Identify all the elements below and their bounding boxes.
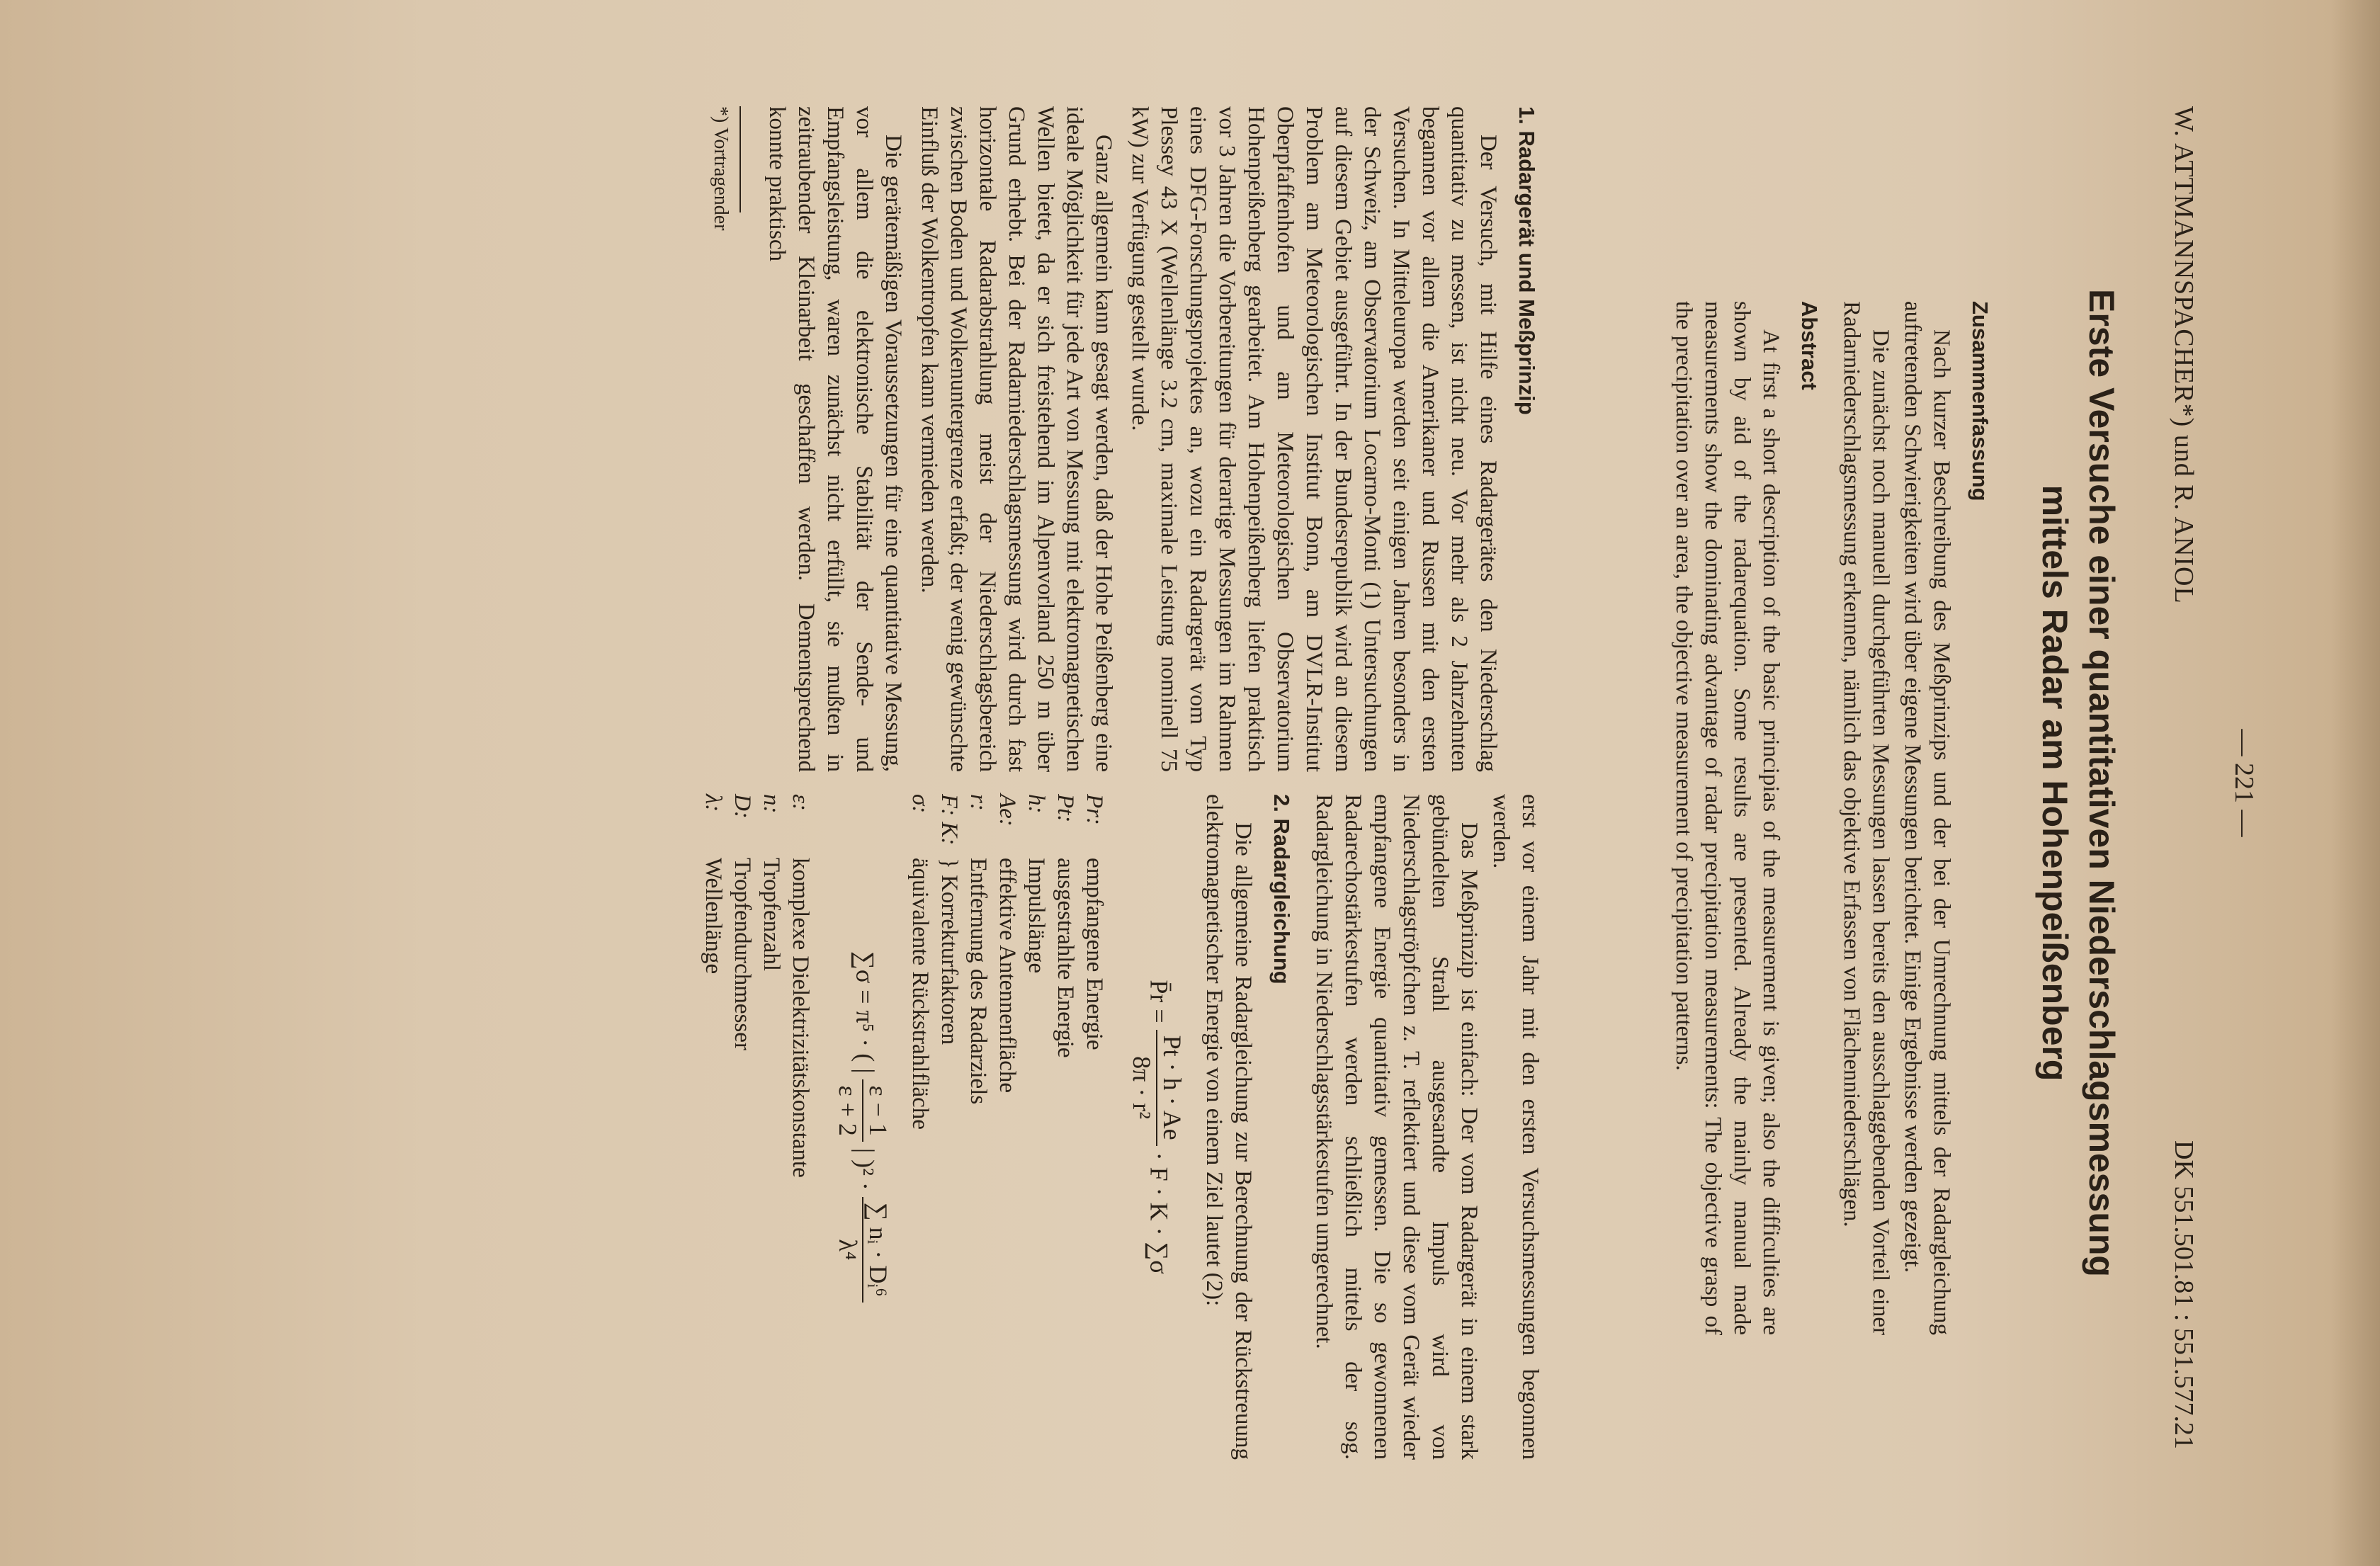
page-number: — 221 —	[2229, 729, 2259, 837]
sigma-equation-numerator: ε − 1	[862, 1079, 892, 1141]
section-1-paragraph-2: Ganz allgemein kann gesagt werden, daß der Hohe Peißenberg eine ideale Möglichkeit für jede Art von Messung mit elektromagnetischen Wellen bietet, da er sich freistehend im Alpenvorland 250 m über Grund erhebt. Bei der Radarniederschlagsmessung wird durch fast horizontale Radarabstrahlung meist der Niederschlagsbereich zwischen Boden und Wolkenuntergrenze erfaßt; der wenig gewünschte Einfluß der Wolkentropfen kann vermieden werden.	[917, 106, 1116, 772]
radar-equation-rest: · F · K · ∑σ	[1145, 1152, 1174, 1274]
paper-title	[2032, 106, 2125, 1460]
zusammenfassung-paragraph-2: Die zunächst noch manuell durchgeführten Messungen lassen bereits den ausschlaggebenden Vorteil einer Radarniederschlagsmessung erkennen, nämlich das objektive Erfassen von Flächenniederschlägen.	[1839, 301, 1893, 1335]
left-column	[706, 106, 1544, 772]
radar-equation-denominator: 8π · r²	[1128, 1056, 1156, 1120]
symbol-list	[905, 794, 1109, 1460]
symbol-row: n: Tropfenzahl	[759, 794, 784, 972]
radar-equation	[1127, 794, 1186, 1460]
symbol-row: D: Tropfendurchmesser	[730, 794, 755, 1050]
abstract-heading: Abstract	[1797, 301, 1822, 390]
sigma-equation-denominator: ε + 2	[834, 1085, 862, 1136]
zusammenfassung-heading: Zusammenfassung	[1968, 301, 1993, 501]
author-line: W. ATTMANNSPACHER*) und R. ANIOL	[2169, 106, 2199, 604]
sigma-equation	[833, 794, 892, 1460]
section-1-paragraph-1: Der Versuch, mit Hilfe eines Radargerätes den Niederschlag quantitativ zu messen, ist nicht neu. Vor mehr als 2 Jahrzehnten begannen vor allem die Amerikaner und Russen mit den ersten Versuchen. In Mitteleuropa werden seit einigen Jahren besonders in der Schweiz, am Observatorium Locarno-Monti (1) Untersuchungen auf diesem Gebiet ausgeführt. In der Bundesrepublik wird an diesem Problem am Meteorologischen Institut Bonn, am DVLR-Institut Oberpfaffenhofen und am Meteorologischen Observatorium Hohenpeißenberg gearbeitet. Am Hohenpeißenberg liefen praktisch vor 3 Jahren die Vorbereitungen für derartige Messungen im Rahmen eines DFG-Forschungsprojektes an, wozu ein Radargerät vom Typ Plessey 43 X (Wellenlänge 3.2 cm, maximale Leistung nominell 75 kW) zur Verfügung gestellt wurde.	[1127, 106, 1501, 772]
radar-equation-fraction	[1127, 1030, 1186, 1146]
symbol-row: h: Impulslänge	[1024, 794, 1049, 974]
title-line-2: mittels Radar am Hohenpeißenberg	[2035, 484, 2075, 1082]
symbol-row: Pr: empfangene Energie	[1082, 794, 1107, 1050]
section-2-heading: 2. Radargleichung	[1269, 794, 1294, 985]
section-1-heading: 1. Radargerät und Meßprinzip	[1514, 106, 1539, 415]
symbol-list-2	[698, 794, 815, 1460]
radar-equation-numerator: Pt · h · Ae	[1156, 1030, 1186, 1146]
symbol-row: Pt: ausgestrahlte Energie	[1053, 794, 1078, 1058]
symbol-row: Ae: effektive Antennenfläche	[994, 794, 1020, 1093]
symbol-row: σ: äquivalente Rückstrahlfläche	[907, 794, 933, 1130]
symbol-row: F: K: } Korrekturfaktoren	[936, 794, 962, 1045]
section-2-paragraph-1: Die allgemeine Radargleichung zur Berechnung der Rückstreuung elektromagnetischer Energie von einem Ziel lautet (2):	[1201, 794, 1256, 1460]
footnote-rule	[740, 106, 741, 212]
radar-equation-lhs: P̄r =	[1145, 980, 1174, 1023]
abstract-paragraph: At first a short description of the basic principias of the measurement is given; also the difficulties are shown by aid of the radarequation. Some results are presented. Already the mainly manual made measurements show the dominating advantage of radar precipitation measurements: The objective grasp of the precipitation over an area, the objective measurement of precipitation patterns.	[1671, 301, 1784, 1335]
sigma-equation-denominator-2: λ⁴	[834, 1239, 862, 1261]
summary-block	[1666, 301, 1998, 1335]
symbol-row: r: Entfernung des Radarziels	[965, 794, 991, 1105]
symbol-row: λ: Wellenlänge	[701, 794, 726, 975]
dk-classification: DK 551.501.81 : 551.577.21	[2169, 1140, 2199, 1449]
right-column-paragraph-2: Das Meßprinzip ist einfach: Der vom Radargerät in einem stark gebündelten Strahl ausgesandte Impuls wird von Niederschlagströpfchen z. T. reflektiert und diese vom Gerät wieder empfangene Energie quantitativ gemessen. Die so gewonnenen Radarechostärkestufen werden schließlich mittels der sog. Radargleichung in Niederschlagsstärkestufen umgerechnet.	[1311, 794, 1482, 1460]
sigma-equation-lhs: ∑σ = π⁵ · ( |	[851, 951, 880, 1074]
right-column-paragraph-1: erst vor einem Jahr mit den ersten Versuchsmessungen begonnen werden.	[1488, 794, 1543, 1460]
zusammenfassung-paragraph-1: Nach kurzer Beschreibung des Meßprinzips und der bei der Umrechnung mittels der Radargleichung auftretenden Schwierigkeiten wird über eigene Messungen berichtet. Einige Ergebnisse werden gezeigt.	[1900, 301, 1954, 1335]
section-1-paragraph-3: Die gerätemäßigen Voraussetzungen für eine quantitative Messung, vor allem die elektronische Stabilität der Sende- und Empfangsleistung, waren zunächst nicht erfüllt, sie mußten in zeitraubender Kleinarbeit geschaffen werden. Dementsprechend konnte praktisch	[764, 106, 906, 772]
sigma-equation-mid: | )² ·	[851, 1147, 880, 1191]
footnote: *) Vortragender	[710, 106, 732, 231]
symbol-row: ε: komplexe Dielektrizitätskonstante	[788, 794, 813, 1178]
sigma-equation-fraction-2	[833, 1197, 892, 1303]
right-column	[698, 794, 1544, 1460]
sigma-equation-numerator-2: ∑ nᵢ · Dᵢ⁶	[862, 1197, 892, 1303]
title-line-1: Erste Versuche einer quantitativen Niederschlagsmessung	[2082, 289, 2121, 1277]
sigma-equation-fraction	[833, 1079, 892, 1141]
